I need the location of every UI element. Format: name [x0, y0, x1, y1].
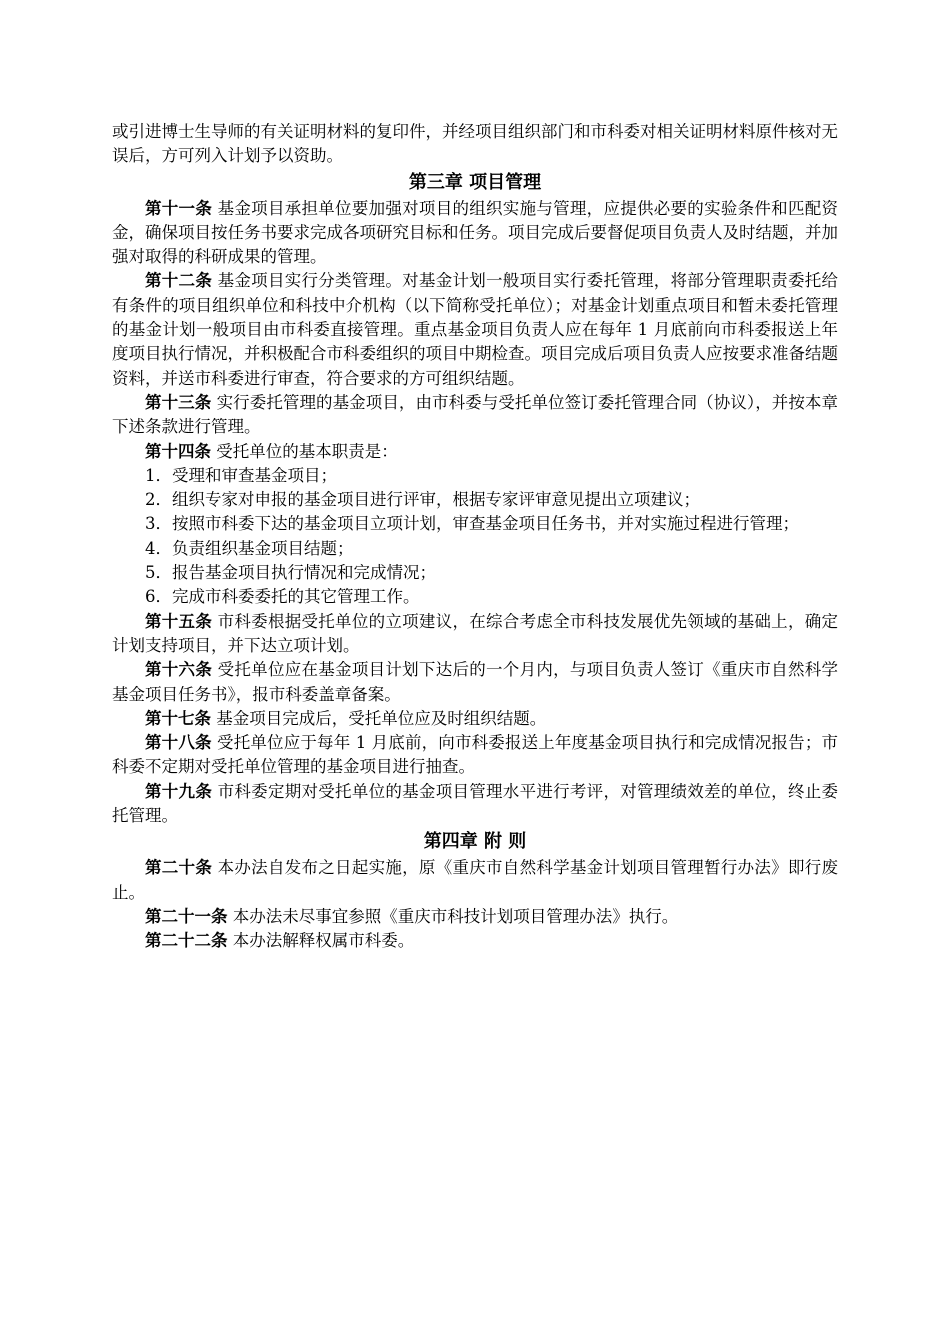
- article-12-label: 第十二条: [145, 271, 213, 291]
- article-15-text: 市科委根据受托单位的立项建议，在综合考虑全市科技发展优先领域的基础上，确定计划支持项目，并下达立项计划。: [112, 611, 839, 655]
- article-16: [112, 658, 838, 707]
- article-18-label: 第十八条: [145, 733, 212, 753]
- document-page: [112, 120, 838, 954]
- article-15: [112, 610, 838, 659]
- article-21: [112, 905, 838, 929]
- chapter-4-title: 第四章 附 则: [423, 831, 527, 853]
- article-22-label: 第二十二条: [145, 931, 228, 951]
- article-14-item-1: 1．受理和审查基金项目；: [145, 465, 337, 485]
- article-12-text: 基金项目实行分类管理。对基金计划一般项目实行委托管理，将部分管理职责委托给有条件的项目组织单位和科技中介机构（以下简称受托单位）；对基金计划重点项目和暂未委托管理的基金计划一般项目由市科委直接管理。重点基金项目负责人应在每年 1 月底前向市科委报送上年度项目执行情况，并积极配合市科委组织的项目中期检查。项目完成后项目负责人应按要求准备结题资料，并送市科委进行审查，符合要求的方可组织结题。: [112, 271, 839, 388]
- article-19-text: 市科委定期对受托单位的基金项目管理水平进行考评，对管理绩效差的单位，终止委托管理。: [112, 781, 839, 826]
- article-20: [112, 856, 838, 905]
- article-15-label: 第十五条: [145, 611, 213, 631]
- article-11-label: 第十一条: [145, 198, 213, 218]
- article-11-text: 基金项目承担单位要加强对项目的组织实施与管理，应提供必要的实验条件和匹配资金，确保项目按任务书要求完成各项研究目标和任务。项目完成后要督促项目负责人及时结题，并加强对取得的科研成果的管理。: [112, 198, 839, 267]
- article-20-text: 本办法自发布之日起实施，原《重庆市自然科学基金计划项目管理暂行办法》即行废止。: [112, 858, 839, 902]
- article-16-text: 受托单位应在基金项目计划下达后的一个月内，与项目负责人签订《重庆市自然科学基金项目任务书》，报市科委盖章备案。: [112, 660, 839, 704]
- chapter-3-title: 第三章 项目管理: [408, 171, 542, 193]
- article-13-label: 第十三条: [145, 392, 212, 412]
- article-12: [112, 269, 838, 390]
- article-21-label: 第二十一条: [145, 906, 228, 926]
- article-14-item-6: 6．完成市科委委托的其它管理工作。: [145, 587, 420, 607]
- article-19-label: 第十九条: [145, 781, 213, 801]
- article-17-label: 第十七条: [145, 708, 211, 728]
- article-20-label: 第二十条: [145, 858, 213, 878]
- article-21-text: 本办法未尽事宜参照《重庆市科技计划项目管理办法》执行。: [227, 906, 679, 926]
- lead-paragraph: 或引进博士生导师的有关证明材料的复印件，并经项目组织部门和市科委对相关证明材料原件核对无误后，方可列入计划予以资助。: [112, 122, 838, 166]
- article-18: [112, 731, 838, 780]
- article-14-label: 第十四条: [145, 441, 211, 461]
- article-14: [112, 440, 838, 464]
- article-22-text: 本办法解释权属市科委。: [227, 931, 415, 951]
- article-14-item-4: 4．负责组织基金项目结题；: [145, 538, 354, 558]
- article-14-item-3: 3．按照市科委下达的基金项目立项计划，审查基金项目任务书，并对实施过程进行管理；: [145, 514, 799, 534]
- article-13-text: 实行委托管理的基金项目，由市科委与受托单位签订委托管理合同（协议），并按本章下述条款进行管理。: [112, 392, 839, 437]
- article-22: [112, 929, 838, 953]
- article-13: [112, 391, 838, 440]
- article-14-text: 受托单位的基本职责是：: [211, 441, 398, 461]
- article-18-text: 受托单位应于每年 1 月底前，向市科委报送上年度基金项目执行和完成情况报告；市科委不定期对受托单位管理的基金项目进行抽查。: [112, 733, 839, 777]
- article-14-item-5: 5．报告基金项目执行情况和完成情况；: [145, 563, 436, 583]
- article-16-label: 第十六条: [145, 660, 213, 680]
- article-17: [112, 707, 838, 731]
- article-11: [112, 197, 838, 270]
- article-19: [112, 780, 838, 829]
- article-14-item-2: 2．组织专家对申报的基金项目进行评审，根据专家评审意见提出立项建议；: [145, 490, 700, 510]
- article-17-text: 基金项目完成后，受托单位应及时组织结题。: [211, 708, 547, 728]
